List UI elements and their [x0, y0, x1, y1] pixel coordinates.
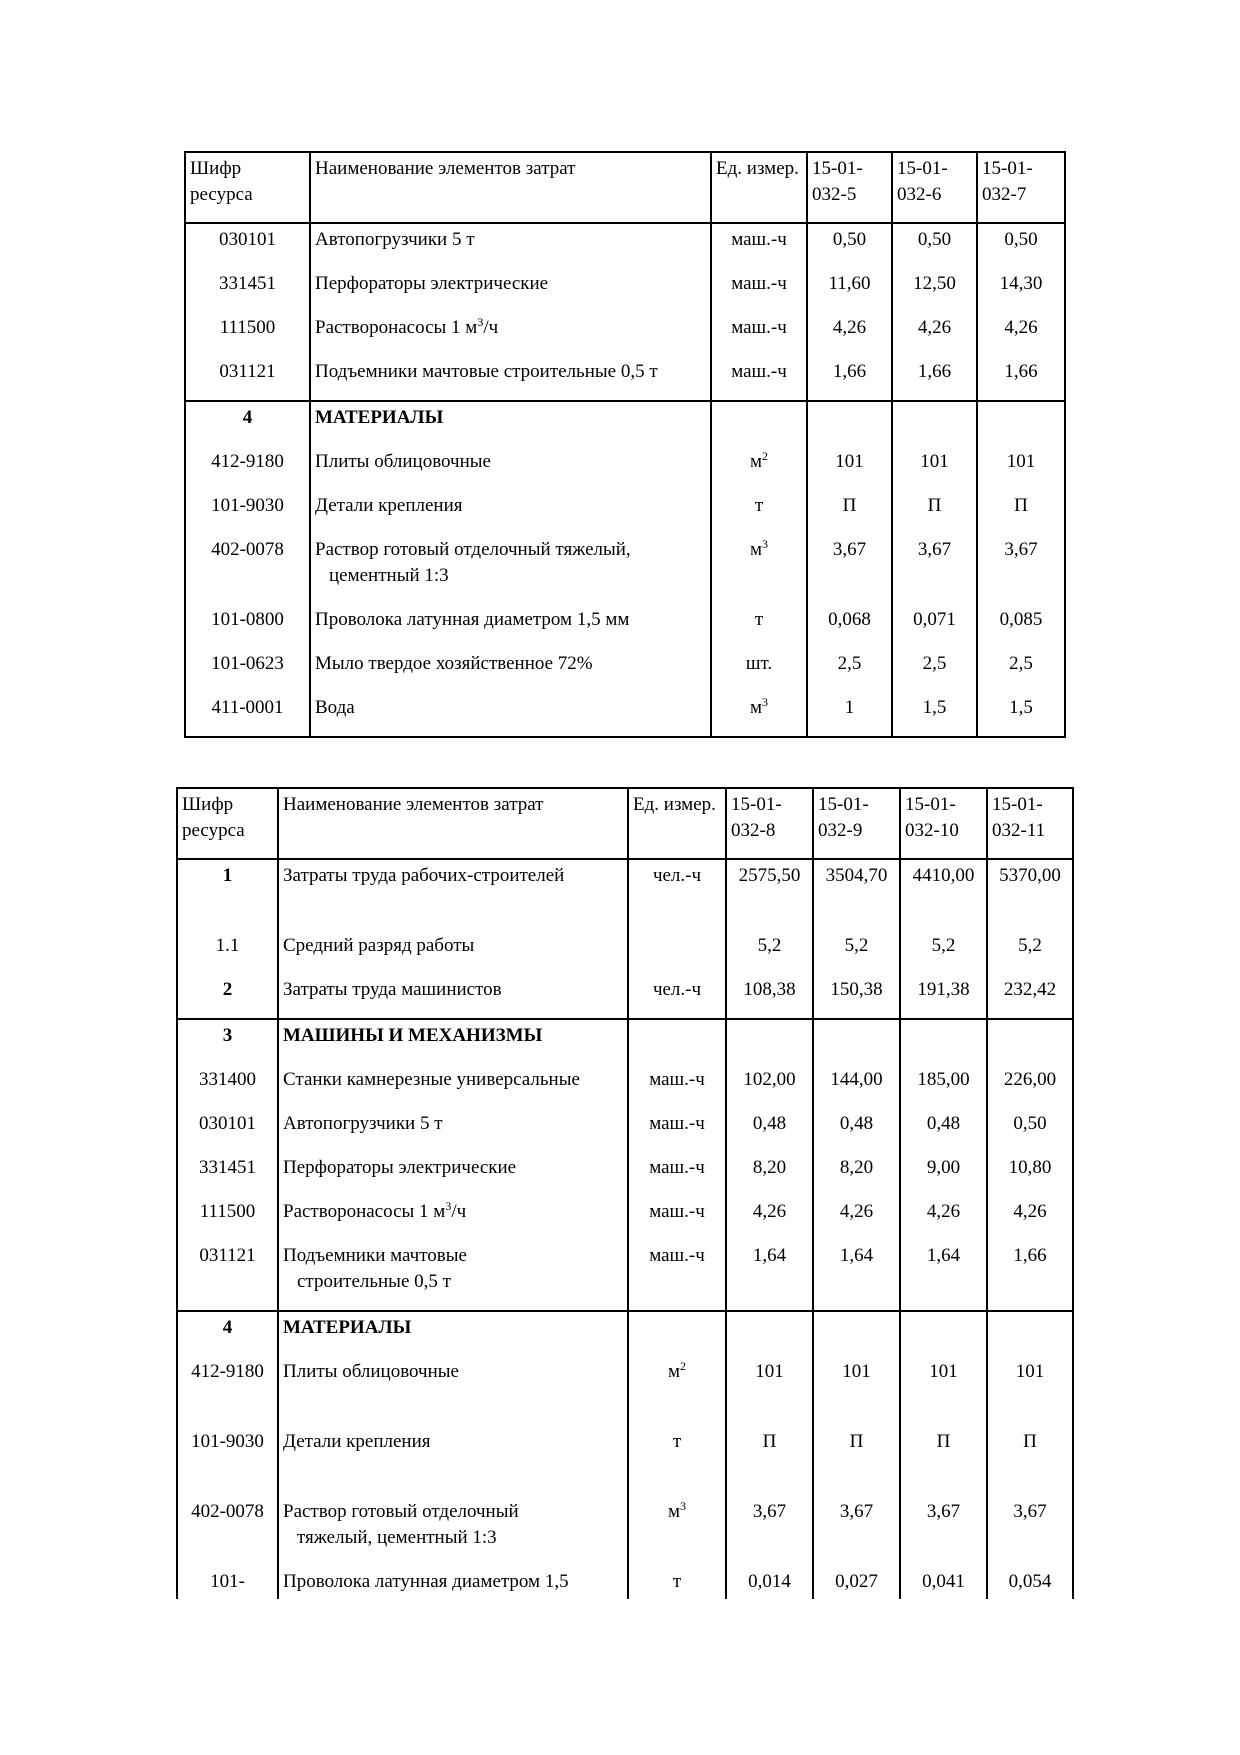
value-cell: 14,30 [977, 268, 1065, 312]
value-cell: 5,2 [900, 930, 987, 974]
resource-name: Станки камнерезные универсальные [278, 1064, 628, 1108]
resource-name: Проволока латунная диаметром 1,5 [278, 1566, 628, 1599]
value-cell: П [807, 490, 892, 534]
resource-name [278, 1196, 628, 1240]
value-cell: 1,5 [892, 692, 977, 737]
value-cell: 102,00 [726, 1064, 813, 1108]
resource-code: 411-0001 [185, 692, 310, 737]
unit [628, 1356, 726, 1426]
resource-name: Проволока латунная диаметром 1,5 мм [310, 604, 711, 648]
value-cell: 0,085 [977, 604, 1065, 648]
value-cell: 1,66 [807, 356, 892, 401]
value-cell: 3,67 [900, 1496, 987, 1566]
superscript: 3 [762, 537, 769, 551]
unit-text: м [749, 451, 763, 472]
value-cell: 1,5 [977, 692, 1065, 737]
value-cell: 1,64 [900, 1240, 987, 1311]
value-cell: 101 [900, 1356, 987, 1426]
name-continuation: цементный 1:3 [329, 565, 449, 586]
name-text: Раствор готовый отделочный [283, 1501, 519, 1522]
superscript: 3 [762, 695, 769, 709]
resource-code: 101-0623 [185, 648, 310, 692]
value-cell: 3,67 [726, 1496, 813, 1566]
value-cell: П [726, 1426, 813, 1496]
unit [628, 930, 726, 974]
resource-name: Мыло твердое хозяйственное 72% [310, 648, 711, 692]
resource-table-2 [176, 787, 1074, 1599]
value-cell: 3,67 [977, 534, 1065, 604]
value-cell: 4,26 [892, 312, 977, 356]
value-cell: 3504,70 [813, 859, 900, 930]
value-cell: 0,071 [892, 604, 977, 648]
value-cell: 0,068 [807, 604, 892, 648]
resource-name: Средний разряд работы [278, 930, 628, 974]
value-cell: 101 [987, 1356, 1073, 1426]
table-row [177, 930, 1073, 974]
resource-code: 101-9030 [177, 1426, 278, 1496]
superscript: 2 [762, 449, 769, 463]
value-cell [726, 1019, 813, 1064]
header-col: 15-01-032-9 [813, 788, 900, 859]
name-tail: /ч [451, 1201, 467, 1222]
unit: шт. [711, 648, 807, 692]
resource-name [278, 1496, 628, 1566]
resource-name: Автопогрузчики 5 т [278, 1108, 628, 1152]
value-cell: 3,67 [813, 1496, 900, 1566]
superscript: 3 [445, 1199, 452, 1213]
resource-name: Автопогрузчики 5 т [310, 223, 711, 268]
value-cell: 12,50 [892, 268, 977, 312]
resource-name [310, 534, 711, 604]
value-cell: 11,60 [807, 268, 892, 312]
value-cell: 1,64 [813, 1240, 900, 1311]
value-cell: 2,5 [807, 648, 892, 692]
value-cell: 10,80 [987, 1152, 1073, 1196]
unit: т [711, 490, 807, 534]
value-cell: 0,027 [813, 1566, 900, 1599]
name-continuation: тяжелый, цементный 1:3 [297, 1527, 497, 1548]
value-cell: 3,67 [807, 534, 892, 604]
table-row [185, 490, 1065, 534]
resource-code: 1 [177, 859, 278, 930]
name-text: Подъемники мачтовые [283, 1245, 467, 1266]
section-code: 4 [177, 1311, 278, 1356]
superscript: 3 [680, 1499, 687, 1513]
value-cell: 101 [813, 1356, 900, 1426]
table-row [185, 223, 1065, 268]
resource-code: 031121 [177, 1240, 278, 1311]
resource-code: 2 [177, 974, 278, 1019]
resource-code: 101-9030 [185, 490, 310, 534]
value-cell: 0,50 [892, 223, 977, 268]
value-cell [987, 1311, 1073, 1356]
unit [711, 401, 807, 446]
unit: т [628, 1566, 726, 1599]
resource-code: 331400 [177, 1064, 278, 1108]
header-col: 15-01-032-10 [900, 788, 987, 859]
resource-name: Вода [310, 692, 711, 737]
value-cell: 4,26 [987, 1196, 1073, 1240]
table-row [185, 534, 1065, 604]
table-row [177, 1356, 1073, 1426]
value-cell: 0,50 [987, 1108, 1073, 1152]
superscript: 2 [680, 1359, 687, 1373]
table-row [177, 859, 1073, 930]
value-cell: 8,20 [813, 1152, 900, 1196]
resource-table-1 [184, 151, 1066, 738]
value-cell: 185,00 [900, 1064, 987, 1108]
resource-name: Затраты труда рабочих-строителей [278, 859, 628, 930]
value-cell: 4,26 [807, 312, 892, 356]
header-name: Наименование элементов затрат [310, 152, 711, 223]
unit-text: м [667, 1501, 681, 1522]
name-continuation: строительные 0,5 т [297, 1271, 451, 1292]
value-cell [892, 401, 977, 446]
table-header-row [185, 152, 1065, 223]
value-cell: П [813, 1426, 900, 1496]
value-cell: 0,014 [726, 1566, 813, 1599]
resource-code: 402-0078 [177, 1496, 278, 1566]
name-text: Раствор готовый отделочный тяжелый, [315, 539, 631, 560]
table-row [177, 1240, 1073, 1311]
superscript: 3 [477, 315, 484, 329]
value-cell: 232,42 [987, 974, 1073, 1019]
resource-code: 111500 [177, 1196, 278, 1240]
unit: т [628, 1426, 726, 1496]
value-cell: 3,67 [892, 534, 977, 604]
value-cell: 101 [977, 446, 1065, 490]
value-cell: 2,5 [977, 648, 1065, 692]
header-col: 15-01-032-5 [807, 152, 892, 223]
unit: маш.-ч [711, 268, 807, 312]
unit [711, 692, 807, 737]
value-cell: 4,26 [900, 1196, 987, 1240]
table-row [177, 1496, 1073, 1566]
unit: маш.-ч [711, 223, 807, 268]
unit: маш.-ч [711, 312, 807, 356]
header-col: 15-01-032-6 [892, 152, 977, 223]
value-cell: 1,66 [892, 356, 977, 401]
table-row [177, 1152, 1073, 1196]
table-row [185, 446, 1065, 490]
resource-name: Перфораторы электрические [278, 1152, 628, 1196]
section-code: 3 [177, 1019, 278, 1064]
table-row [177, 1426, 1073, 1496]
table-row [177, 1566, 1073, 1599]
value-cell: 0,50 [807, 223, 892, 268]
value-cell [813, 1311, 900, 1356]
value-cell: 1 [807, 692, 892, 737]
unit: т [711, 604, 807, 648]
unit [628, 1311, 726, 1356]
table-header-row [177, 788, 1073, 859]
table-row [185, 692, 1065, 737]
header-col: 15-01-032-8 [726, 788, 813, 859]
value-cell: 4,26 [977, 312, 1065, 356]
value-cell: 5370,00 [987, 859, 1073, 930]
table-row [177, 1196, 1073, 1240]
resource-code: 111500 [185, 312, 310, 356]
value-cell: 5,2 [987, 930, 1073, 974]
value-cell [807, 401, 892, 446]
value-cell: 0,48 [900, 1108, 987, 1152]
value-cell: 1,66 [977, 356, 1065, 401]
resource-code: 412-9180 [177, 1356, 278, 1426]
unit: маш.-ч [628, 1152, 726, 1196]
value-cell: 8,20 [726, 1152, 813, 1196]
value-cell: 1,64 [726, 1240, 813, 1311]
section-code: 4 [185, 401, 310, 446]
value-cell [726, 1311, 813, 1356]
value-cell: П [987, 1426, 1073, 1496]
table-row [185, 604, 1065, 648]
value-cell: 4,26 [813, 1196, 900, 1240]
unit: маш.-ч [628, 1196, 726, 1240]
header-col: 15-01-032-7 [977, 152, 1065, 223]
section-row [185, 401, 1065, 446]
header-code: Шифр ресурса [177, 788, 278, 859]
value-cell: 108,38 [726, 974, 813, 1019]
name-text: Растворонасосы 1 м [283, 1201, 446, 1222]
table-row [185, 356, 1065, 401]
resource-name [310, 312, 711, 356]
resource-name: Детали крепления [278, 1426, 628, 1496]
unit [711, 446, 807, 490]
value-cell [987, 1019, 1073, 1064]
resource-code: 331451 [177, 1152, 278, 1196]
section-row [177, 1311, 1073, 1356]
unit: чел.-ч [628, 859, 726, 930]
resource-name: Плиты облицовочные [278, 1356, 628, 1426]
resource-code: 101- [177, 1566, 278, 1599]
value-cell: 101 [892, 446, 977, 490]
table-row [185, 648, 1065, 692]
value-cell [900, 1019, 987, 1064]
unit [711, 534, 807, 604]
resource-code: 331451 [185, 268, 310, 312]
value-cell: 3,67 [987, 1496, 1073, 1566]
resource-name: Подъемники мачтовые строительные 0,5 т [310, 356, 711, 401]
resource-code: 031121 [185, 356, 310, 401]
value-cell [977, 401, 1065, 446]
value-cell: 0,48 [813, 1108, 900, 1152]
header-unit: Ед. измер. [711, 152, 807, 223]
value-cell: П [977, 490, 1065, 534]
value-cell [813, 1019, 900, 1064]
value-cell: П [892, 490, 977, 534]
value-cell: 101 [726, 1356, 813, 1426]
value-cell: 4410,00 [900, 859, 987, 930]
value-cell: 226,00 [987, 1064, 1073, 1108]
section-title: МАТЕРИАЛЫ [278, 1311, 628, 1356]
resource-name: Затраты труда машинистов [278, 974, 628, 1019]
table-row [185, 268, 1065, 312]
value-cell: 1,66 [987, 1240, 1073, 1311]
unit-text: м [667, 1361, 681, 1382]
value-cell: 0,50 [977, 223, 1065, 268]
table-row [177, 974, 1073, 1019]
value-cell: 9,00 [900, 1152, 987, 1196]
value-cell: 0,041 [900, 1566, 987, 1599]
section-row [177, 1019, 1073, 1064]
resource-code: 412-9180 [185, 446, 310, 490]
resource-name [278, 1240, 628, 1311]
unit [628, 1019, 726, 1064]
value-cell: 144,00 [813, 1064, 900, 1108]
value-cell: 191,38 [900, 974, 987, 1019]
unit-text: м [749, 539, 763, 560]
value-cell: П [900, 1426, 987, 1496]
unit: чел.-ч [628, 974, 726, 1019]
unit [628, 1496, 726, 1566]
value-cell: 150,38 [813, 974, 900, 1019]
header-col: 15-01-032-11 [987, 788, 1073, 859]
value-cell: 2,5 [892, 648, 977, 692]
resource-name: Плиты облицовочные [310, 446, 711, 490]
table-row [177, 1108, 1073, 1152]
value-cell: 0,054 [987, 1566, 1073, 1599]
header-code: Шифр ресурса [185, 152, 310, 223]
resource-code: 030101 [177, 1108, 278, 1152]
header-unit: Ед. измер. [628, 788, 726, 859]
section-title: МАТЕРИАЛЫ [310, 401, 711, 446]
value-cell [900, 1311, 987, 1356]
resource-code: 1.1 [177, 930, 278, 974]
unit-text: м [749, 697, 763, 718]
unit: маш.-ч [628, 1240, 726, 1311]
unit: маш.-ч [711, 356, 807, 401]
resource-code: 101-0800 [185, 604, 310, 648]
value-cell: 0,48 [726, 1108, 813, 1152]
value-cell: 5,2 [813, 930, 900, 974]
resource-name: Перфораторы электрические [310, 268, 711, 312]
section-title: МАШИНЫ И МЕХАНИЗМЫ [278, 1019, 628, 1064]
table-row [185, 312, 1065, 356]
resource-code: 030101 [185, 223, 310, 268]
name-tail: /ч [483, 317, 499, 338]
header-name: Наименование элементов затрат [278, 788, 628, 859]
value-cell: 101 [807, 446, 892, 490]
unit: маш.-ч [628, 1064, 726, 1108]
value-cell: 5,2 [726, 930, 813, 974]
unit: маш.-ч [628, 1108, 726, 1152]
value-cell: 4,26 [726, 1196, 813, 1240]
resource-code: 402-0078 [185, 534, 310, 604]
resource-name: Детали крепления [310, 490, 711, 534]
table-row [177, 1064, 1073, 1108]
value-cell: 2575,50 [726, 859, 813, 930]
name-text: Растворонасосы 1 м [315, 317, 478, 338]
